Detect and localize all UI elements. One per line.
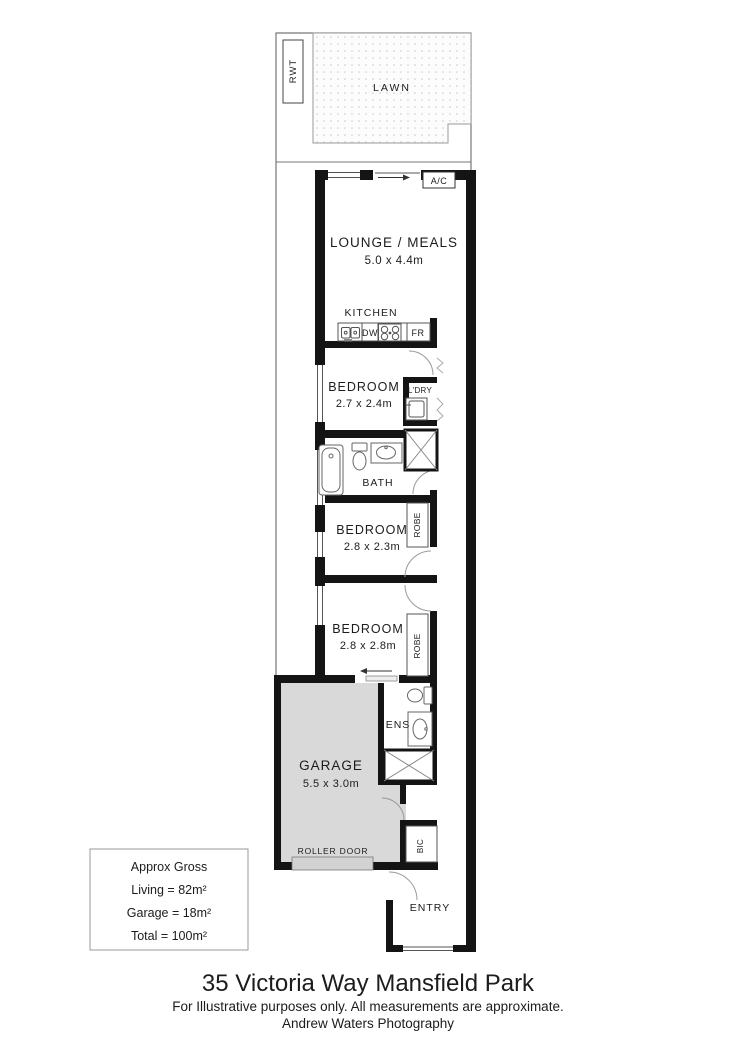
address-title: 35 Victoria Way Mansfield Park [201, 970, 535, 997]
robe2-label: ROBE [412, 512, 422, 538]
rwt-label: RWT [288, 58, 299, 84]
ens-toilet-icon [408, 687, 433, 704]
laundry-label: L'DRY [407, 386, 433, 395]
entry-label: ENTRY [409, 902, 451, 914]
rainwater-tank [283, 40, 303, 103]
front-door [403, 945, 453, 952]
shower-icon [405, 430, 437, 470]
basin-icon [371, 443, 402, 463]
bathtub-icon [319, 445, 343, 495]
garage-dims: 5.5 x 3.0m [302, 778, 360, 790]
footer [172, 970, 563, 1031]
summary-total: Total = 100m² [130, 929, 208, 943]
door-arc-bed3 [405, 585, 431, 611]
fr-label: FR [411, 328, 425, 338]
laundry-trough-icon [406, 398, 427, 420]
summary-living: Living = 82m² [131, 883, 207, 897]
roller-door-label: ROLLER DOOR [297, 846, 369, 856]
dw-label: DW [362, 328, 378, 338]
sliding-door-lounge [373, 170, 421, 181]
bedroom3-label: BEDROOM [332, 622, 404, 636]
credit-text: Andrew Waters Photography [281, 1016, 455, 1031]
disclaimer-text: For Illustrative purposes only. All measurements are approximate. [172, 999, 564, 1014]
sliding-door-bed3 [360, 668, 397, 681]
bic-label: BIC [416, 838, 425, 854]
bedroom3-dims: 2.8 x 2.8m [339, 640, 397, 652]
ens-shower-icon [384, 750, 434, 781]
lawn-area [313, 33, 471, 143]
laundry-opening-marks [437, 358, 443, 421]
ac-label: A/C [430, 176, 448, 186]
ens-label: ENS [385, 719, 411, 731]
arrow-left-icon [360, 668, 367, 674]
bedroom2-label: BEDROOM [336, 523, 408, 537]
garage-label: GARAGE [299, 758, 363, 773]
door-arc-bed2 [405, 551, 431, 577]
lawn-label: LAWN [373, 82, 411, 94]
bedroom1-dims: 2.7 x 2.4m [335, 398, 393, 410]
summary-heading: Approx Gross [130, 860, 208, 874]
bedroom2-dims: 2.8 x 2.3m [343, 541, 401, 553]
door-arc-entry [389, 872, 417, 900]
door-arc-kitchen [409, 351, 433, 375]
toilet-icon [352, 443, 367, 470]
lounge-label: LOUNGE / MEALS [329, 235, 459, 250]
robe3-label: ROBE [412, 633, 422, 659]
bath-label: BATH [362, 477, 394, 489]
ens-basin-icon [408, 712, 432, 746]
summary-garage: Garage = 18m² [126, 906, 212, 920]
area-summary-box [90, 849, 248, 950]
roller-door [292, 857, 373, 870]
cooktop-icon [379, 324, 402, 341]
kitchen-label: KITCHEN [344, 307, 398, 319]
bedroom1-label: BEDROOM [328, 380, 400, 394]
lounge-dims: 5.0 x 4.4m [364, 255, 424, 267]
ac-unit [423, 172, 455, 188]
